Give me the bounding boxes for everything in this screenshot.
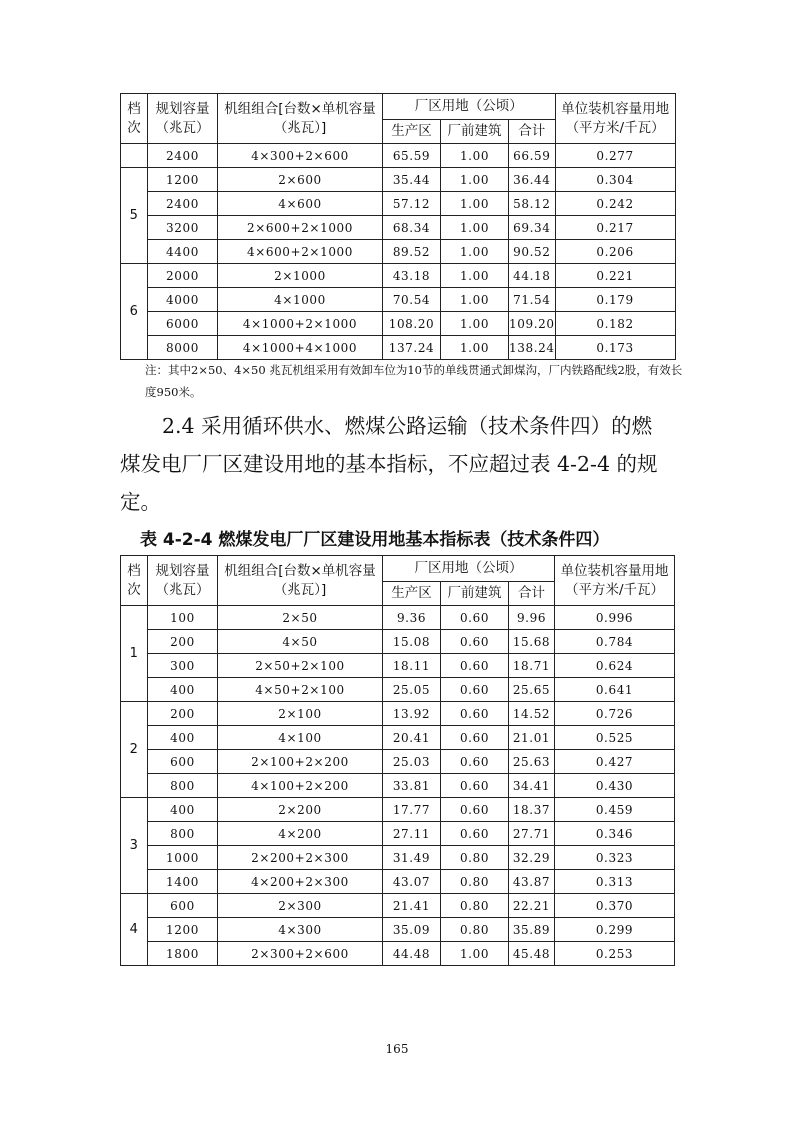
front-cell: 0.60: [441, 822, 509, 846]
unit-cell: 0.299: [555, 918, 675, 942]
production-cell: 9.36: [383, 606, 441, 630]
capacity-cell: 2400: [148, 192, 218, 216]
combo-cell: 2×200+2×300: [218, 846, 383, 870]
table-row: [121, 336, 676, 360]
unit-cell: 0.217: [555, 216, 675, 240]
capacity-cell: 800: [148, 822, 218, 846]
capacity-cell: 400: [148, 798, 218, 822]
capacity-cell: 1200: [148, 168, 218, 192]
front-cell: 1.00: [441, 264, 509, 288]
capacity-cell: 6000: [148, 312, 218, 336]
header-capacity: 规划容量 （兆瓦）: [148, 94, 218, 144]
front-cell: 0.60: [441, 630, 509, 654]
table-row: [121, 822, 675, 846]
total-cell: 35.89: [509, 918, 555, 942]
front-cell: 1.00: [441, 336, 509, 360]
table-row: [121, 630, 675, 654]
front-cell: 1.00: [441, 240, 509, 264]
production-cell: 68.34: [383, 216, 441, 240]
table-row: [121, 288, 676, 312]
front-cell: 1.00: [441, 312, 509, 336]
production-cell: 65.59: [383, 144, 441, 168]
header-total: 合计: [509, 120, 556, 144]
header-combo: 机组组合[台数×单机容量 （兆瓦）]: [218, 94, 383, 144]
front-cell: 1.00: [441, 192, 509, 216]
header-front-building: 厂前建筑: [441, 582, 509, 606]
front-cell: 1.00: [441, 144, 509, 168]
combo-cell: 2×1000: [218, 264, 383, 288]
total-cell: 90.52: [509, 240, 556, 264]
header-area: 厂区用地（公顷）: [383, 94, 556, 120]
header-production: 生产区: [383, 120, 441, 144]
total-cell: 45.48: [509, 942, 555, 966]
table-row: [121, 942, 675, 966]
capacity-cell: 1000: [148, 846, 218, 870]
front-cell: 1.00: [441, 288, 509, 312]
capacity-cell: 3200: [148, 216, 218, 240]
production-cell: 35.44: [383, 168, 441, 192]
production-cell: 43.07: [383, 870, 441, 894]
grade-cell: 3: [121, 798, 148, 894]
combo-cell: 2×50+2×100: [218, 654, 383, 678]
front-cell: 0.60: [441, 798, 509, 822]
production-cell: 137.24: [383, 336, 441, 360]
unit-cell: 0.525: [555, 726, 675, 750]
front-cell: 0.60: [441, 654, 509, 678]
table-row: [121, 750, 675, 774]
table-row: [121, 168, 676, 192]
grade-cell: 4: [121, 894, 148, 966]
front-cell: 0.60: [441, 606, 509, 630]
combo-cell: 2×200: [218, 798, 383, 822]
capacity-cell: 2400: [148, 144, 218, 168]
grade-cell: 2: [121, 702, 148, 798]
combo-cell: 2×300: [218, 894, 383, 918]
production-cell: 89.52: [383, 240, 441, 264]
unit-cell: 0.323: [555, 846, 675, 870]
table-row: [121, 312, 676, 336]
clause-line: 2.4 采用循环供水、燃煤公路运输（技术条件四）的燃: [162, 414, 653, 438]
total-cell: 25.63: [509, 750, 555, 774]
production-cell: 31.49: [383, 846, 441, 870]
capacity-cell: 8000: [148, 336, 218, 360]
capacity-cell: 4000: [148, 288, 218, 312]
combo-cell: 4×50+2×100: [218, 678, 383, 702]
capacity-cell: 800: [148, 774, 218, 798]
production-cell: 13.92: [383, 702, 441, 726]
capacity-cell: 4400: [148, 240, 218, 264]
table-row: [121, 870, 675, 894]
page-number: 165: [385, 1042, 409, 1056]
total-cell: 44.18: [509, 264, 556, 288]
clause-line: 煤发电厂厂区建设用地的基本指标，不应超过表 4-2-4 的规: [120, 452, 658, 476]
table-note: 注：其中2×50、4×50 兆瓦机组采用有效卸车位为10节的单线贯通式卸煤沟，厂内铁路配线2股，有效长度950米。: [145, 363, 683, 399]
production-cell: 43.18: [383, 264, 441, 288]
table-row: [121, 216, 676, 240]
header-unit-area: 单位装机容量用地 （平方米/千瓦）: [555, 94, 675, 144]
total-cell: 36.44: [509, 168, 556, 192]
capacity-cell: 600: [148, 894, 218, 918]
production-cell: 21.41: [383, 894, 441, 918]
table-row: [121, 774, 675, 798]
total-cell: 109.20: [509, 312, 556, 336]
table-row: [121, 264, 676, 288]
total-cell: 58.12: [509, 192, 556, 216]
table-row: [121, 144, 676, 168]
unit-cell: 0.206: [555, 240, 675, 264]
front-cell: 1.00: [441, 216, 509, 240]
production-cell: 20.41: [383, 726, 441, 750]
grade-cell: 5: [121, 168, 148, 264]
unit-cell: 0.242: [555, 192, 675, 216]
front-cell: 0.60: [441, 750, 509, 774]
header-front-building: 厂前建筑: [441, 120, 509, 144]
header-combo: 机组组合[台数×单机容量 （兆瓦）]: [218, 556, 383, 606]
unit-cell: 0.784: [555, 630, 675, 654]
table-row: [121, 726, 675, 750]
table-row: [121, 240, 676, 264]
combo-cell: 4×1000+4×1000: [218, 336, 383, 360]
unit-cell: 0.313: [555, 870, 675, 894]
combo-cell: 4×50: [218, 630, 383, 654]
unit-cell: 0.182: [555, 312, 675, 336]
production-cell: 70.54: [383, 288, 441, 312]
combo-cell: 4×600+2×1000: [218, 240, 383, 264]
header-production: 生产区: [383, 582, 441, 606]
header-grade: 档 次: [121, 556, 148, 606]
grade-cell: 6: [121, 264, 148, 360]
combo-cell: 4×100: [218, 726, 383, 750]
unit-cell: 0.221: [555, 264, 675, 288]
unit-cell: 0.624: [555, 654, 675, 678]
unit-cell: 0.277: [555, 144, 675, 168]
header-grade: 档 次: [121, 94, 148, 144]
total-cell: 34.41: [509, 774, 555, 798]
combo-cell: 2×100: [218, 702, 383, 726]
capacity-cell: 1200: [148, 918, 218, 942]
combo-cell: 2×600+2×1000: [218, 216, 383, 240]
capacity-cell: 300: [148, 654, 218, 678]
front-cell: 1.00: [441, 942, 509, 966]
production-cell: 25.03: [383, 750, 441, 774]
front-cell: 0.60: [441, 678, 509, 702]
capacity-cell: 100: [148, 606, 218, 630]
total-cell: 9.96: [509, 606, 555, 630]
front-cell: 0.80: [441, 870, 509, 894]
table-row: [121, 798, 675, 822]
total-cell: 71.54: [509, 288, 556, 312]
front-cell: 0.80: [441, 894, 509, 918]
land-use-table-4-2-4: [120, 555, 675, 966]
unit-cell: 0.996: [555, 606, 675, 630]
production-cell: 35.09: [383, 918, 441, 942]
capacity-cell: 1800: [148, 942, 218, 966]
unit-cell: 0.641: [555, 678, 675, 702]
production-cell: 27.11: [383, 822, 441, 846]
total-cell: 14.52: [509, 702, 555, 726]
table-row: [121, 702, 675, 726]
front-cell: 0.60: [441, 726, 509, 750]
combo-cell: 4×600: [218, 192, 383, 216]
table-row: [121, 678, 675, 702]
unit-cell: 0.253: [555, 942, 675, 966]
capacity-cell: 400: [148, 726, 218, 750]
unit-cell: 0.173: [555, 336, 675, 360]
combo-cell: 2×600: [218, 168, 383, 192]
production-cell: 15.08: [383, 630, 441, 654]
header-unit-area: 单位装机容量用地 （平方米/千瓦）: [555, 556, 675, 606]
table-row: [121, 918, 675, 942]
unit-cell: 0.346: [555, 822, 675, 846]
combo-cell: 2×50: [218, 606, 383, 630]
capacity-cell: 200: [148, 630, 218, 654]
unit-cell: 0.370: [555, 894, 675, 918]
capacity-cell: 600: [148, 750, 218, 774]
total-cell: 32.29: [509, 846, 555, 870]
total-cell: 138.24: [509, 336, 556, 360]
capacity-cell: 200: [148, 702, 218, 726]
unit-cell: 0.459: [555, 798, 675, 822]
header-capacity: 规划容量 （兆瓦）: [148, 556, 218, 606]
production-cell: 44.48: [383, 942, 441, 966]
front-cell: 0.60: [441, 702, 509, 726]
capacity-cell: 2000: [148, 264, 218, 288]
total-cell: 18.71: [509, 654, 555, 678]
clause-line: 定。: [120, 490, 161, 514]
production-cell: 108.20: [383, 312, 441, 336]
combo-cell: 2×300+2×600: [218, 942, 383, 966]
combo-cell: 4×300: [218, 918, 383, 942]
grade-cell: [121, 144, 148, 168]
total-cell: 66.59: [509, 144, 556, 168]
unit-cell: 0.179: [555, 288, 675, 312]
capacity-cell: 400: [148, 678, 218, 702]
combo-cell: 4×100+2×200: [218, 774, 383, 798]
production-cell: 33.81: [383, 774, 441, 798]
total-cell: 69.34: [509, 216, 556, 240]
combo-cell: 4×1000+2×1000: [218, 312, 383, 336]
total-cell: 43.87: [509, 870, 555, 894]
land-use-table-continued: [120, 93, 676, 360]
table-caption: 表 4-2-4 燃煤发电厂厂区建设用地基本指标表（技术条件四）: [140, 530, 610, 550]
production-cell: 25.05: [383, 678, 441, 702]
unit-cell: 0.726: [555, 702, 675, 726]
combo-cell: 4×300+2×600: [218, 144, 383, 168]
table-row: [121, 894, 675, 918]
table-row: [121, 654, 675, 678]
total-cell: 25.65: [509, 678, 555, 702]
production-cell: 17.77: [383, 798, 441, 822]
combo-cell: 4×200: [218, 822, 383, 846]
total-cell: 27.71: [509, 822, 555, 846]
clause-2-4: [120, 407, 680, 521]
front-cell: 0.60: [441, 774, 509, 798]
front-cell: 0.80: [441, 918, 509, 942]
header-area: 厂区用地（公顷）: [383, 556, 555, 582]
unit-cell: 0.427: [555, 750, 675, 774]
combo-cell: 4×1000: [218, 288, 383, 312]
front-cell: 1.00: [441, 168, 509, 192]
front-cell: 0.80: [441, 846, 509, 870]
total-cell: 18.37: [509, 798, 555, 822]
production-cell: 57.12: [383, 192, 441, 216]
capacity-cell: 1400: [148, 870, 218, 894]
combo-cell: 2×100+2×200: [218, 750, 383, 774]
total-cell: 15.68: [509, 630, 555, 654]
total-cell: 21.01: [509, 726, 555, 750]
table-row: [121, 846, 675, 870]
unit-cell: 0.304: [555, 168, 675, 192]
table-row: [121, 192, 676, 216]
table-row: [121, 606, 675, 630]
grade-cell: 1: [121, 606, 148, 702]
production-cell: 18.11: [383, 654, 441, 678]
unit-cell: 0.430: [555, 774, 675, 798]
total-cell: 22.21: [509, 894, 555, 918]
combo-cell: 4×200+2×300: [218, 870, 383, 894]
header-total: 合计: [509, 582, 555, 606]
